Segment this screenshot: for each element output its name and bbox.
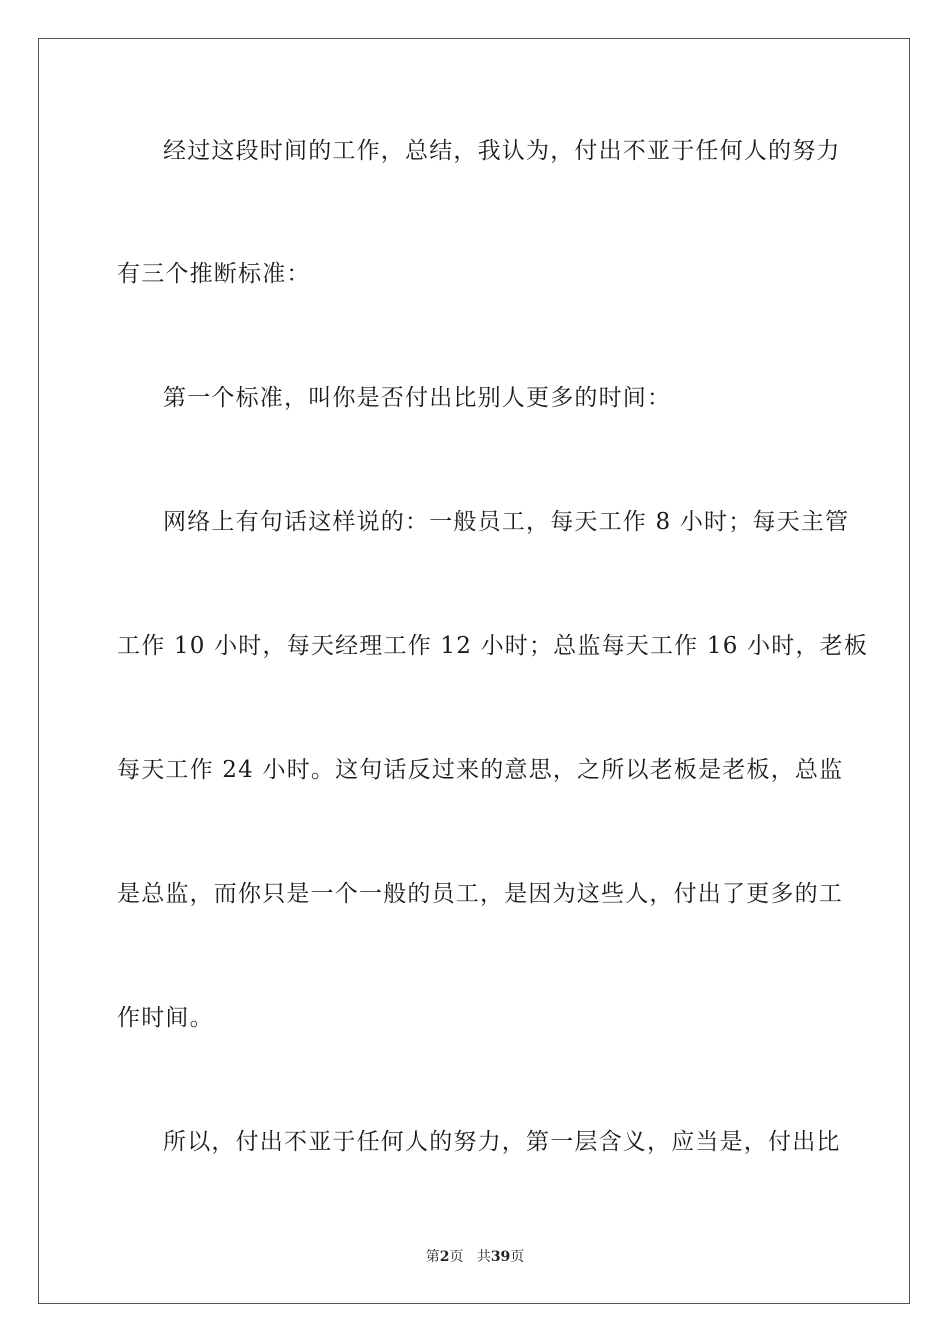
footer-page-number: 2 <box>439 1249 450 1265</box>
paragraph-line-5: 工作 10 小时，每天经理工作 12 小时；总监每天工作 16 小时，老板 <box>117 633 869 659</box>
paragraph-line-3: 第一个标准，叫你是否付出比别人更多的时间： <box>163 385 672 411</box>
paragraph-line-6: 每天工作 24 小时。这句话反过来的意思，之所以老板是老板，总监 <box>117 757 844 783</box>
paragraph-line-4: 网络上有句话这样说的：一般员工，每天工作 8 小时；每天主管 <box>163 509 850 535</box>
footer-total-pages: 39 <box>490 1249 511 1265</box>
footer-total-suffix: 页 <box>510 1249 525 1265</box>
paragraph-line-1: 经过这段时间的工作，总结，我认为，付出不亚于任何人的努力 <box>163 138 841 164</box>
paragraph-line-7: 是总监，而你只是一个一般的员工，是因为这些人，付出了更多的工 <box>117 881 843 907</box>
footer-total-prefix: 共 <box>476 1249 491 1265</box>
footer-page-prefix: 第 <box>425 1249 440 1265</box>
paragraph-line-2: 有三个推断标准： <box>117 261 311 287</box>
page-border <box>38 38 910 1304</box>
paragraph-line-8: 作时间。 <box>117 1005 214 1031</box>
footer-page-suffix: 页 <box>449 1249 464 1265</box>
page-footer <box>0 1247 950 1267</box>
paragraph-line-9: 所以，付出不亚于任何人的努力，第一层含义，应当是，付出比 <box>163 1129 841 1155</box>
